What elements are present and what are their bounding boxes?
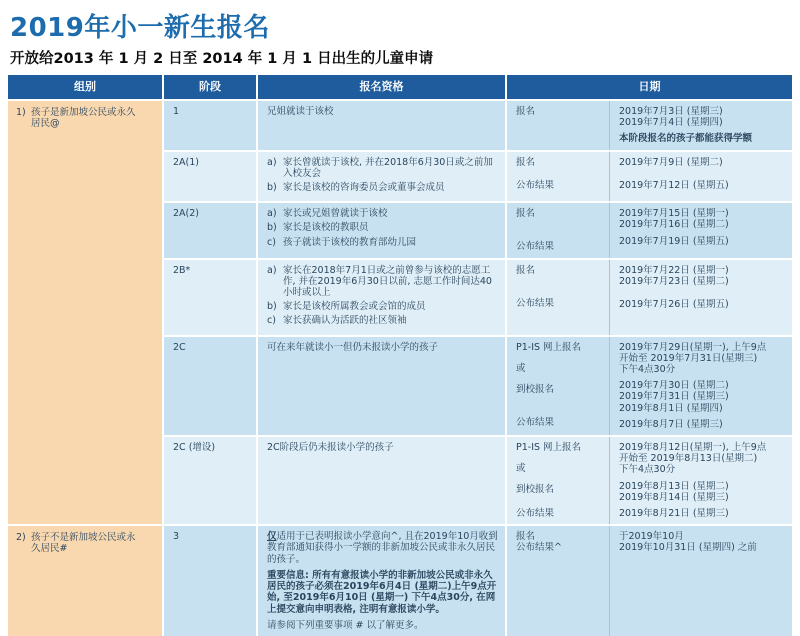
table-row-phase-2c: [164, 337, 792, 435]
table-row-phase-2b: [164, 260, 792, 335]
date-line: 2019年7月4日 (星期四): [619, 117, 723, 129]
page-header: [0, 0, 800, 68]
date-line: 2019年10月31日 (星期四) 之前: [619, 542, 757, 554]
schedule-cell: [507, 203, 792, 257]
date-line: 2019年7月30日 (星期二): [619, 380, 729, 392]
page-subtitle: 开放给2013 年 1 月 2 日至 2014 年 1 月 1 日出生的儿童申请: [10, 51, 434, 67]
eligibility-item: [267, 315, 499, 326]
walkin-label: 到校报名: [516, 384, 555, 396]
eligibility-cell: [258, 437, 505, 524]
eligibility-cell: [258, 152, 505, 202]
schedule-cell: [507, 260, 792, 335]
eligibility-cell: [258, 203, 505, 257]
item-prefix: c): [267, 315, 276, 327]
schedule-dates: [609, 203, 792, 257]
date-line: 2019年7月19日 (星期五): [619, 235, 729, 247]
schedule-cell: [507, 337, 792, 435]
eligibility-text: 家长获确认为活跃的社区领袖: [283, 315, 407, 327]
eligibility-text: 家长在2018年7月1日或之前曾参与该校的志愿工作, 并在2019年6月30日以前, 志愿工作时间达40小时或以上: [283, 264, 492, 299]
phase1-note: 本阶段报名的孩子都能获得学额: [619, 133, 753, 145]
table-row-phase-3: [164, 526, 792, 636]
schedule-labels: [507, 437, 609, 524]
item-prefix: b): [267, 182, 277, 194]
phase3-paragraph-1: [267, 531, 499, 565]
schedule-labels: [507, 337, 609, 435]
phase3-paragraph-1-text: 适用于已表明报读小学意向^, 且在2019年10月收到教育部通知获得小一学额的非新加坡公民或非永久居民的孩子。: [267, 531, 498, 565]
date-line: 2019年8月12日(星期一), 上午9点: [619, 442, 767, 454]
schedule-labels: [507, 101, 609, 150]
item-prefix: a): [267, 208, 277, 220]
eligibility-text: 家长是该校的教职员: [283, 222, 369, 234]
group2-name: 孩子不是新加坡公民或永久居民#: [31, 532, 136, 555]
table-row-phase-1: [164, 101, 792, 150]
results-label: 公布结果: [516, 297, 555, 309]
date-line: 2019年8月14日 (星期三): [619, 491, 729, 503]
online-register-label: P1-IS 网上报名: [516, 341, 582, 353]
schedule-labels: [507, 526, 609, 636]
register-label: 报名: [516, 264, 536, 276]
eligibility-item: [267, 265, 499, 299]
table-row-phase-2a2: [164, 203, 792, 257]
eligibility-cell: [258, 526, 505, 636]
date-line: 于2019年10月: [619, 531, 684, 543]
eligibility-text: 孩子就读于该校的教育部幼儿园: [283, 236, 417, 248]
date-line: 2019年8月1日 (星期四): [619, 402, 723, 414]
date-line: 下午4点30分: [619, 364, 676, 376]
group2-section: [8, 526, 792, 636]
group1-rows: [164, 101, 792, 524]
item-prefix: b): [267, 301, 277, 313]
item-prefix: a): [267, 264, 277, 276]
group1-number: 1): [16, 107, 26, 118]
date-line: 2019年7月26日 (星期五): [619, 299, 729, 311]
item-prefix: a): [267, 156, 277, 168]
eligibility-cell: [258, 337, 505, 435]
results-label: 公布结果: [516, 179, 555, 191]
schedule-labels: [507, 260, 609, 335]
eligibility-text: 家长或兄姐曾就读于该校: [283, 208, 388, 220]
schedule-cell: [507, 101, 792, 150]
eligibility-cell: [258, 260, 505, 335]
date-line: 2019年7月29日(星期一), 上午9点: [619, 341, 767, 353]
schedule-dates: [609, 437, 792, 524]
date-line: 开始至 2019年8月13日(星期二): [619, 453, 758, 465]
eligibility-text: 家长曾就读于该校, 并在2018年6月30日或之前加入校友会: [283, 156, 493, 179]
register-label: 报名: [516, 156, 536, 168]
header-cell-date: 日期: [507, 75, 792, 99]
date-line: 2019年7月22日 (星期一): [619, 264, 729, 276]
eligibility-item: [267, 157, 499, 179]
group2-cell: [8, 526, 162, 636]
group2-rows: [164, 526, 792, 636]
schedule-cell: [507, 152, 792, 202]
date-line: 2019年7月23日 (星期二): [619, 275, 729, 287]
results-label: 公布结果: [516, 507, 555, 519]
register-label: 报名: [516, 208, 536, 220]
date-line: 2019年7月12日 (星期五): [619, 179, 729, 191]
eligibility-text: 2C阶段后仍未报读小学的孩子: [267, 442, 394, 454]
eligibility-item: [267, 182, 499, 193]
date-line: 2019年8月7日 (星期三): [619, 418, 723, 430]
or-label: 或: [516, 362, 526, 374]
or-label: 或: [516, 463, 526, 475]
online-register-label: P1-IS 网上报名: [516, 442, 582, 454]
phase3-footnote-reference: 请参阅下列重要事项 # 以了解更多。: [267, 619, 424, 631]
date-line: 2019年7月3日 (星期三): [619, 106, 723, 117]
schedule-dates: [609, 152, 792, 202]
phase-cell: 2C (增设): [164, 437, 256, 524]
register-label: 报名: [516, 106, 536, 117]
eligibility-item: [267, 237, 499, 248]
phase-cell: 2B*: [164, 260, 256, 335]
schedule-labels: [507, 203, 609, 257]
eligibility-item: [267, 222, 499, 233]
schedule-labels: [507, 152, 609, 202]
item-prefix: c): [267, 236, 276, 248]
table-row-phase-2c-supplementary: [164, 437, 792, 524]
date-line: 下午4点30分: [619, 464, 676, 476]
group2-number: 2): [16, 532, 26, 544]
schedule-cell: [507, 437, 792, 524]
header-cell-phase: 阶段: [164, 75, 256, 99]
schedule-dates: [609, 526, 792, 636]
date-line: 2019年7月15日 (星期一): [619, 208, 729, 220]
table-header-row: [8, 75, 792, 99]
table-row-phase-2a1: [164, 152, 792, 202]
results-label: 公布结果^: [516, 542, 562, 554]
phase-cell: 2A(1): [164, 152, 256, 202]
walkin-label: 到校报名: [516, 484, 555, 496]
schedule-cell: [507, 526, 792, 636]
eligibility-text: 家长是该校所属教会或会馆的成员: [283, 301, 426, 313]
schedule-dates: [609, 337, 792, 435]
date-line: 2019年7月9日 (星期二): [619, 156, 723, 168]
eligibility-cell: [258, 101, 505, 150]
phase-cell: 2A(2): [164, 203, 256, 257]
phase3-lead-word: 仅: [267, 531, 277, 543]
phase-cell: 3: [164, 526, 256, 636]
phase3-important-note: 重要信息: 所有有意报读小学的非新加坡公民或非永久居民的孩子必须在2019年6月4日 (星期二)上午9点开始, 至2019年6月10日 (星期一) 下午4点30分, 在网上提交意向申明表格, 注明有意报读小学。: [267, 569, 497, 615]
eligibility-text: 兄姐就读于该校: [267, 106, 334, 117]
phase-cell: 1: [164, 101, 256, 150]
schedule-dates: [609, 260, 792, 335]
group1-section: [8, 101, 792, 524]
results-label: 公布结果: [516, 241, 555, 253]
group1-name: 孩子是新加坡公民或永久居民@: [31, 107, 136, 130]
eligibility-item: [267, 208, 499, 219]
phase-cell: 2C: [164, 337, 256, 435]
eligibility-item: [267, 301, 499, 312]
date-line: 2019年7月16日 (星期二): [619, 219, 729, 231]
date-line: 2019年8月13日 (星期二): [619, 480, 729, 492]
eligibility-text: 家长是该校的咨询委员会或董事会成员: [283, 182, 445, 194]
results-label: 公布结果: [516, 417, 555, 429]
header-cell-eligibility: 报名资格: [258, 75, 505, 99]
date-line: 2019年7月31日 (星期三): [619, 391, 729, 403]
group1-cell: [8, 101, 162, 524]
date-line: 2019年8月21日 (星期三): [619, 508, 729, 520]
registration-table: [8, 75, 792, 636]
schedule-dates: [609, 101, 792, 150]
page-title: 2019年小一新生报名: [10, 13, 270, 43]
eligibility-text: 可在来年就读小一但仍未报读小学的孩子: [267, 341, 439, 353]
item-prefix: b): [267, 222, 277, 234]
header-cell-group: 组别: [8, 75, 162, 99]
register-label: 报名: [516, 531, 536, 543]
date-line: 开始至 2019年7月31日(星期三): [619, 352, 758, 364]
